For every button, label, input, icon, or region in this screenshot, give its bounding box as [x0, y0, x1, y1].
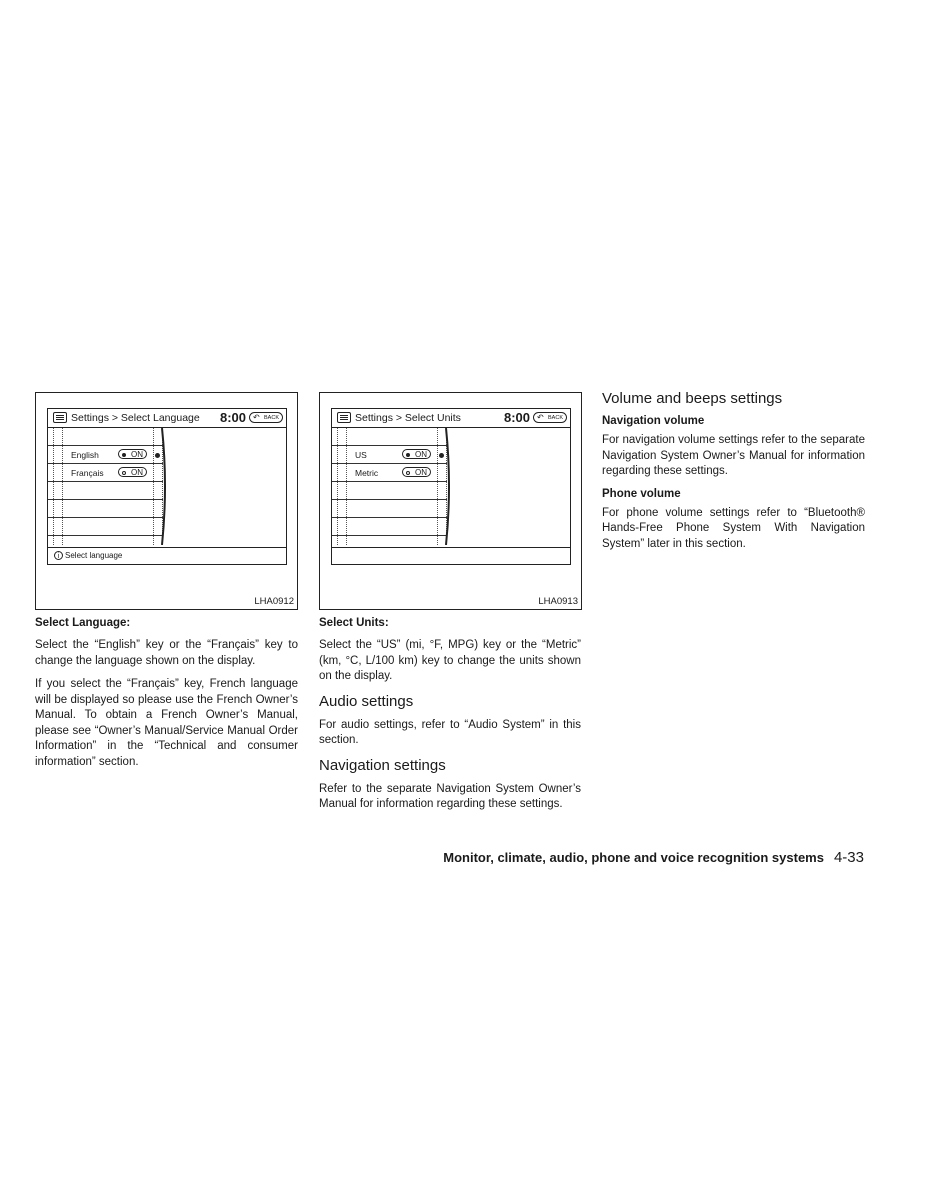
option-label: English [71, 450, 99, 460]
list-row-empty [332, 500, 447, 518]
status-text: Select language [65, 551, 123, 560]
figure-select-language [35, 392, 298, 610]
back-label: BACK [264, 415, 279, 421]
on-indicator [402, 449, 431, 459]
screen-statusbar [332, 547, 570, 564]
option-list [332, 428, 447, 536]
screen-select-units [331, 408, 571, 565]
paragraph: If you select the “Français” key, French language will be displayed so please use the French Owner’s Manual. To obtain a French Owner’s Manual, please see “Owner’s Manual/Service Manual Order Information” in the “Technical and consumer information” section. [35, 678, 298, 768]
column-right [602, 390, 865, 560]
option-label: Français [71, 468, 104, 478]
footer-section-title: Monitor, climate, audio, phone and voice recognition systems [443, 850, 824, 865]
back-arrow-icon: ↶ [537, 413, 544, 422]
info-icon: i [54, 551, 63, 560]
screen-title: Settings > Select Units [355, 412, 461, 424]
indicator-text: ON [415, 450, 427, 459]
indicator-text: ON [131, 468, 143, 477]
clock: 8:00 [219, 410, 246, 425]
back-label: BACK [548, 415, 563, 421]
list-row-us [332, 446, 447, 464]
indicator-text: ON [131, 450, 143, 459]
screen-statusbar [48, 547, 286, 564]
screen-titlebar [48, 409, 286, 428]
paragraph: For audio settings, refer to “Audio System” in this section. [319, 718, 581, 746]
screen-titlebar [332, 409, 570, 428]
unselected-dot-icon [406, 471, 410, 475]
screen-title: Settings > Select Language [71, 412, 200, 424]
back-arrow-icon: ↶ [253, 413, 260, 422]
selected-dot-icon [406, 453, 410, 457]
list-row-empty [48, 518, 163, 536]
column-left [35, 392, 298, 778]
column-middle [319, 392, 581, 821]
back-button [249, 412, 283, 423]
list-row-english [48, 446, 163, 464]
on-indicator [118, 449, 147, 459]
indicator-text: ON [415, 468, 427, 477]
option-list [48, 428, 163, 536]
list-row-empty [48, 500, 163, 518]
paragraph: Refer to the separate Navigation System Owner’s Manual for information regarding these settings. [319, 782, 581, 810]
figure-caption: Select Units: [319, 617, 389, 629]
list-row-empty [332, 482, 447, 500]
list-row-empty [48, 482, 163, 500]
page-footer [0, 849, 864, 866]
figure-caption: Select Language: [35, 617, 131, 629]
paragraph: Select the “US” (mi, °F, MPG) key or the “Metric” (km, °C, L/100 km) key to change the units shown on the display. [319, 639, 581, 682]
unselected-dot-icon [122, 471, 126, 475]
option-label: US [355, 450, 367, 460]
paragraph: For phone volume settings refer to “Bluetooth® Hands-Free Phone System With Navigation System” later in this section. [602, 506, 865, 550]
on-indicator [118, 467, 147, 477]
menu-icon [337, 412, 351, 423]
section-heading-volume: Volume and beeps settings [602, 390, 783, 407]
dial-curve-icon [152, 428, 172, 545]
list-row-empty [48, 428, 163, 446]
dial-curve-icon [436, 428, 456, 545]
section-heading-navigation: Navigation settings [319, 756, 446, 774]
back-button [533, 412, 567, 423]
option-label: Metric [355, 468, 379, 478]
list-row-metric [332, 464, 447, 482]
figure-code: LHA0912 [254, 596, 294, 607]
selected-dot-icon [122, 453, 126, 457]
section-heading-audio: Audio settings [319, 692, 414, 710]
paragraph: For navigation volume settings refer to the separate Navigation System Owner’s Manual for information regarding these settings. [602, 434, 865, 477]
list-row-francais [48, 464, 163, 482]
list-row-empty [332, 428, 447, 446]
figure-select-units [319, 392, 582, 610]
on-indicator [402, 467, 431, 477]
page-number: 4-33 [833, 849, 864, 866]
clock: 8:00 [503, 410, 530, 425]
figure-code: LHA0913 [538, 596, 578, 607]
screen-select-language [47, 408, 287, 565]
subheading-navigation-volume: Navigation volume [602, 415, 705, 427]
menu-icon [53, 412, 67, 423]
subheading-phone-volume: Phone volume [602, 487, 681, 500]
list-row-empty [332, 518, 447, 536]
paragraph: Select the “English” key or the “Français” key to change the language shown on the display. [35, 639, 298, 667]
